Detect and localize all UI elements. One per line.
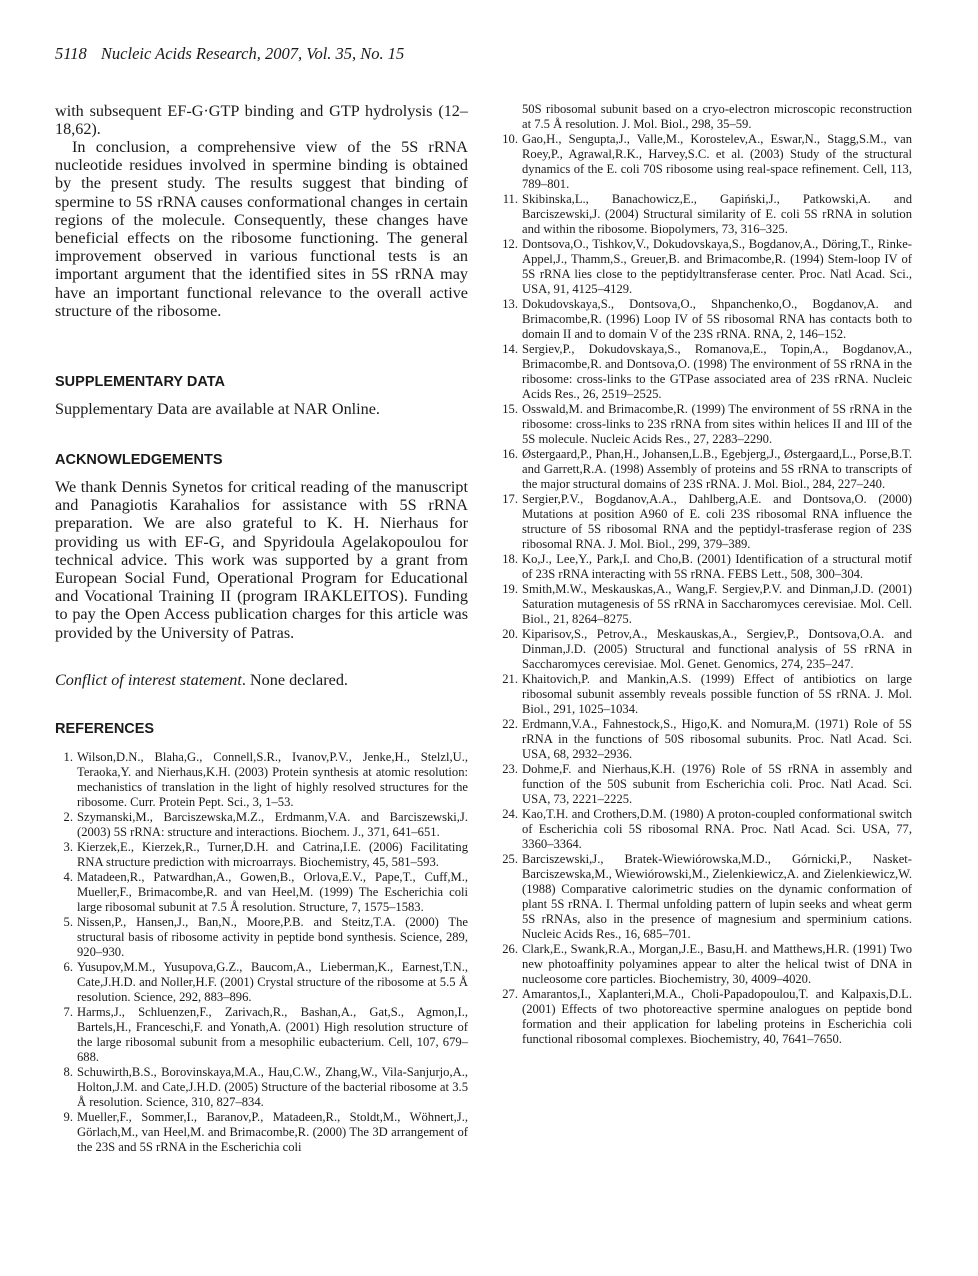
page-number: 5118 [55,44,87,63]
reference-number: 5. [63,915,73,929]
reference-number: 8. [63,1065,73,1079]
reference-number: 13. [502,297,518,311]
reference-text: Sergiev,P., Dokudovskaya,S., Romanova,E., Topin,A., Bogdanov,A., Brimacombe,R. and Dontsova,O. (1998) The environment of 5S rRNA in the ribosome: cross-links to the GTPase associated area of 23S rRNA. Nucleic Acids Res., 26, 2519–2525. [522,342,912,401]
reference-text: Mueller,F., Sommer,I., Baranov,P., Matadeen,R., Stoldt,M., Wöhnert,J., Görlach,M., van Heel,M. and Brimacombe,R. (2000) The 3D arrangement of the 23S and 5S rRNA in the Escherichia coli [77,1110,468,1154]
reference-number: 23. [502,762,518,776]
conflict-label: Conflict of interest statement [55,671,242,689]
reference-text: Wilson,D.N., Blaha,G., Connell,S.R., Ivanov,P.V., Jenke,H., Stelzl,U., Teraoka,Y. and Nierhaus,K.H. (2003) Protein synthesis at atomic resolution: mechanistics of translation in the light of highly resolved structures for the ribosome. Curr. Protein Pept. Sci., 3, 1–53. [77,750,468,809]
reference-item [500,342,912,402]
reference-number: 20. [502,627,518,641]
reference-text: Szymanski,M., Barciszewska,M.Z., Erdmanm,V.A. and Barciszewski,J. (2003) 5S rRNA: structure and interactions. Biochem. J., 371, 641–651. [77,810,468,839]
reference-text: Dontsova,O., Tishkov,V., Dokudovskaya,S., Bogdanov,A., Döring,T., Rinke-Appel,J., Thamm,S., Greuer,B. and Brimacombe,R. (1994) Stem-loop IV of 5S rRNA lies close to the peptidyltransferase center. Proc. Natl Acad. Sci., USA, 91, 4125–4129. [522,237,912,296]
reference-item [55,960,468,1005]
conflict-statement [55,671,468,689]
reference-number: 17. [502,492,518,506]
reference-item [500,237,912,297]
reference-number: 18. [502,552,518,566]
reference-item [55,810,468,840]
reference-number: 2. [63,810,73,824]
reference-text: Sergier,P.V., Bogdanov,A.A., Dahlberg,A.E. and Dontsova,O. (2000) Mutations at position A960 of E. coli 23S ribosomal RNA influence the structure of 5S ribosomal RNA and the peptidyl-trasferase region of 23S ribosomal RNA. J. Mol. Biol., 299, 379–389. [522,492,912,551]
reference-item [500,582,912,627]
reference-text: Nissen,P., Hansen,J., Ban,N., Moore,P.B. and Steitz,T.A. (2000) The structural basis of ribosome activity in peptide bond synthesis. Science, 289, 920–930. [77,915,468,959]
reference-item [500,492,912,552]
reference-number: 24. [502,807,518,821]
reference-item [500,297,912,342]
running-header [55,44,404,64]
acknowledgements-heading: ACKNOWLEDGEMENTS [55,452,223,468]
journal-citation: Nucleic Acids Research, 2007, Vol. 35, No. 15 [100,44,405,63]
reference-text: 50S ribosomal subunit based on a cryo-electron microscopic reconstruction at 7.5 Å resolution. J. Mol. Biol., 298, 35–59. [522,102,912,131]
reference-text: Østergaard,P., Phan,H., Johansen,L.B., Egebjerg,J., Østergaard,L., Porse,B.T. and Garrett,R.A. (1998) Assembly of proteins and 5S rRNA to transcripts of the major structural domains of 23S rRNA. J. Mol. Biol., 284, 227–240. [522,447,912,491]
reference-text: Ko,J., Lee,Y., Park,I. and Cho,B. (2001) Identification of a structural motif of 23S rRNA interacting with 5S rRNA. FEBS Lett., 508, 300–304. [522,552,912,581]
reference-item [55,915,468,960]
reference-number: 22. [502,717,518,731]
reference-item [500,102,912,132]
reference-text: Erdmann,V.A., Fahnestock,S., Higo,K. and Nomura,M. (1971) Role of 5S rRNA in the functions of 50S ribosomal subunits. Proc. Natl Acad. Sci. USA, 68, 2932–2936. [522,717,912,761]
reference-number: 27. [502,987,518,1001]
reference-item [500,717,912,762]
reference-item [500,807,912,852]
reference-item [500,192,912,237]
conflict-text: . None declared. [241,671,348,689]
reference-text: Yusupov,M.M., Yusupova,G.Z., Baucom,A., Lieberman,K., Earnest,T.N., Cate,J.H.D. and Noller,H.F. (2001) Crystal structure of the ribosome at 5.5 Å resolution. Science, 292, 883–896. [77,960,468,1004]
reference-text: Osswald,M. and Brimacombe,R. (1999) The environment of 5S rRNA in the ribosome: cross-links to 23S rRNA from sites within helices II and III of the 5S molecule. Nucleic Acids Res., 27, 2283–2290. [522,402,912,446]
reference-item [500,402,912,447]
reference-item [500,552,912,582]
reference-item [55,1110,468,1155]
reference-item [500,852,912,942]
reference-number: 14. [502,342,518,356]
reference-text: Harms,J., Schluenzen,F., Zarivach,R., Bashan,A., Gat,S., Agmon,I., Bartels,H., Franceschi,F. and Yonath,A. (2001) High resolution structure of the large ribosomal subunit from a mesophilic eubacterium. Cell, 107, 679–688. [77,1005,468,1064]
reference-text: Schuwirth,B.S., Borovinskaya,M.A., Hau,C.W., Zhang,W., Vila-Sanjurjo,A., Holton,J.M. and Cate,J.H.D. (2005) Structure of the bacterial ribosome at 3.5 Å resolution. Science, 310, 827–834. [77,1065,468,1109]
reference-number: 26. [502,942,518,956]
reference-number: 4. [63,870,73,884]
reference-text: Smith,M.W., Meskauskas,A., Wang,F. Sergiev,P.V. and Dinman,J.D. (2001) Saturation mutagenesis of 5S rRNA in Saccharomyces cerevisiae. Mol. Cell. Biol., 21, 8264–8275. [522,582,912,626]
reference-text: Gao,H., Sengupta,J., Valle,M., Korostelev,A., Eswar,N., Stagg,S.M., van Roey,P., Agrawal,R.K., Harvey,S.C. et al. (2003) Study of the structural dynamics of the E. coli 70S ribosome using real-space refinement. Cell, 113, 789–801. [522,132,912,191]
reference-text: Clark,E., Swank,R.A., Morgan,J.E., Basu,H. and Matthews,H.R. (1991) Two new photoaffinity polyamines appear to alter the helical twist of DNA in nucleosome core particles. Biochemistry, 30, 4009–4020. [522,942,912,986]
reference-number: 12. [502,237,518,251]
reference-item [500,447,912,492]
acknowledgements-text: We thank Dennis Synetos for critical reading of the manuscript and Panagiotis Karahalios for assistance with 5S rRNA preparation. We are also grateful to K. H. Nierhaus for providing us with EF-G, and Spyridoula Agelakopoulou for technical advice. This work was supported by a grant from European Social Fund, Operational Program for Educational and Vocational Training II (program IRAKLEITOS). Funding to pay the Open Access publication charges for this article was provided by the University of Patras. [55,478,468,642]
reference-text: Dokudovskaya,S., Dontsova,O., Shpanchenko,O., Bogdanov,A. and Brimacombe,R. (1996) Loop IV of 5S ribosomal RNA has contacts both to domain II and to domain V of the 23S rRNA. RNA, 2, 146–152. [522,297,912,341]
reference-text: Kiparisov,S., Petrov,A., Meskauskas,A., Sergiev,P., Dontsova,O.A. and Dinman,J.D. (2005) Structural and functional analysis of 5S rRNA in Saccharomyces cerevisiae. Mol. Genet. Genomics, 274, 235–247. [522,627,912,671]
reference-number: 7. [63,1005,73,1019]
reference-item [500,627,912,672]
reference-item [55,750,468,810]
reference-text: Kao,T.H. and Crothers,D.M. (1980) A proton-coupled conformational switch of Escherichia coli 5S ribosomal RNA. Proc. Natl Acad. Sci. USA, 77, 3360–3364. [522,807,912,851]
reference-number: 9. [63,1110,73,1124]
reference-text: Dohme,F. and Nierhaus,K.H. (1976) Role of 5S rRNA in assembly and function of the 50S subunit from Escherichia coli. Proc. Natl Acad. Sci. USA, 73, 2221–2225. [522,762,912,806]
reference-number: 15. [502,402,518,416]
reference-number: 3. [63,840,73,854]
body-paragraph-conclusion: In conclusion, a comprehensive view of the 5S rRNA nucleotide residues involved in spermine binding is obtained by the present study. The results suggest that binding of spermine to 5S rRNA causes conformational changes in certain regions of the molecule. Consequently, these changes have beneficial effects on the ribosome functioning. The general improvement observed in various functional tests is an important argument that the identified sites in 5S rRNA may have an important functional relevance to the overall active structure of the ribosome. [55,138,468,320]
references-list-right [500,102,912,1047]
references-list-left [55,750,468,1155]
reference-number: 10. [502,132,518,146]
reference-number: 16. [502,447,518,461]
reference-number: 21. [502,672,518,686]
reference-text: Skibinska,L., Banachowicz,E., Gapiński,J., Patkowski,A. and Barciszewski,J. (2004) Structural similarity of E. coli 5S rRNA in solution and within the ribosome. Biopolymers, 73, 316–325. [522,192,912,236]
reference-number: 6. [63,960,73,974]
reference-item [500,987,912,1047]
reference-number: 25. [502,852,518,866]
reference-number: 1. [63,750,73,764]
reference-text: Khaitovich,P. and Mankin,A.S. (1999) Effect of antibiotics on large ribosomal subunit assembly reveals possible function of 5S rRNA. J. Mol. Biol., 291, 1025–1034. [522,672,912,716]
reference-item [55,1065,468,1110]
reference-number: 19. [502,582,518,596]
reference-text: Barciszewski,J., Bratek-Wiewiórowska,M.D., Górnicki,P., Nasket-Barciszewska,M., Wiewiórowski,M., Zielenkiewicz,A. and Zielenkiewicz,W. (1988) Comparative calorimetric studies on the dynamic conformation of plant 5S rRNA. I. Thermal unfolding pattern of lupin seeks and wheat germ 5S rRNAs, also in the presence of magnesium and sperminium cations. Nucleic Acids Res., 16, 685–701. [522,852,912,941]
reference-item [500,672,912,717]
reference-text: Kierzek,E., Kierzek,R., Turner,D.H. and Catrina,I.E. (2006) Facilitating RNA structure prediction with microarrays. Biochemistry, 45, 581–593. [77,840,468,869]
references-heading: REFERENCES [55,721,155,737]
reference-number: 11. [502,192,518,206]
reference-text: Matadeen,R., Patwardhan,A., Gowen,B., Orlova,E.V., Pape,T., Cuff,M., Mueller,F., Brimacombe,R. and van Heel,M. (1999) The Escherichia coli large ribosomal subunit at 7.5 Å resolution. Structure, 7, 1575–1583. [77,870,468,914]
body-paragraph-continued: with subsequent EF-G·GTP binding and GTP hydrolysis (12–18,62). [55,102,468,139]
reference-item [500,762,912,807]
reference-item [55,1005,468,1065]
reference-item [500,942,912,987]
reference-item [500,132,912,192]
reference-item [55,840,468,870]
supplementary-text: Supplementary Data are available at NAR Online. [55,400,380,418]
reference-item [55,870,468,915]
reference-text: Amarantos,I., Xaplanteri,M.A., Choli-Papadopoulou,T. and Kalpaxis,D.L. (2001) Effects of two photoreactive spermine analogues on peptide bond formation and their application for labeling proteins in Escherichia coli functional ribosomal complexes. Biochemistry, 40, 7641–7650. [522,987,912,1046]
supplementary-heading: SUPPLEMENTARY DATA [55,374,225,390]
